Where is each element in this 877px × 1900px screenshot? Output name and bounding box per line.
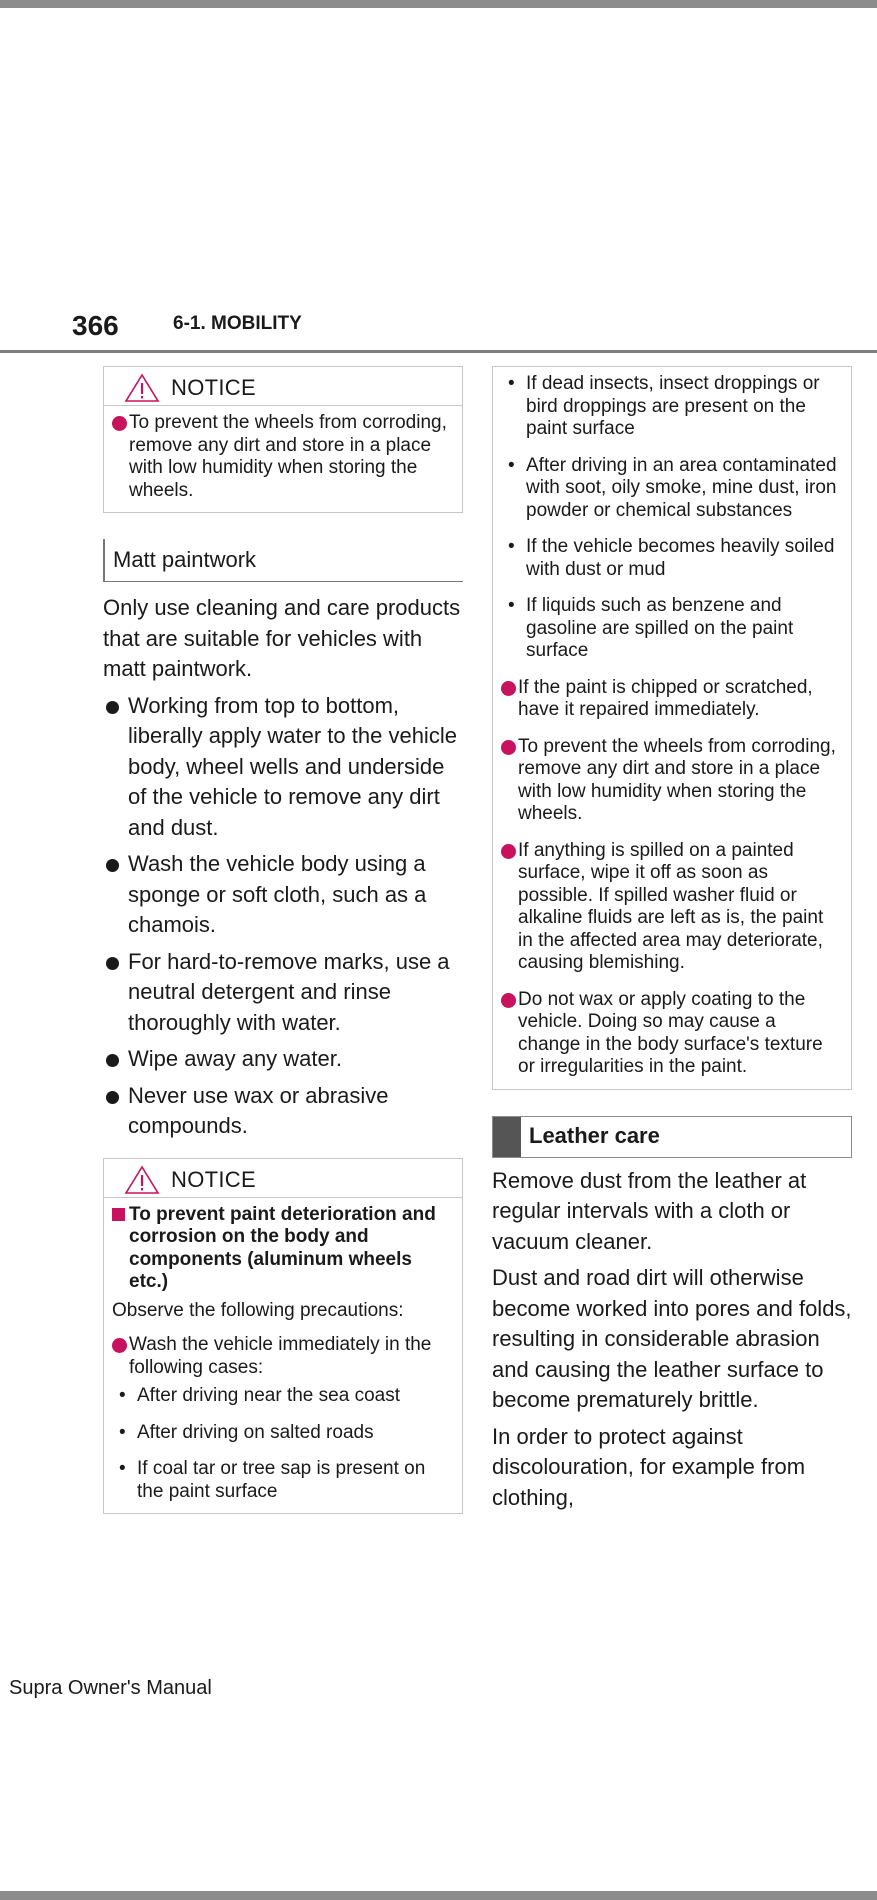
bottom-border (0, 1891, 877, 1900)
right-column (492, 366, 852, 1519)
notice-box-wheels (103, 366, 463, 513)
matt-bullet-text: For hard-to-remove marks, use a neutral detergent and rinse thoroughly with water. (128, 948, 450, 1035)
notice-subitem (501, 455, 843, 523)
left-column (103, 366, 463, 1514)
warning-triangle-icon (124, 1165, 160, 1195)
small-bullet: • (119, 1385, 126, 1406)
matt-bullet-text: Wipe away any water. (128, 1046, 342, 1071)
small-bullet: • (508, 536, 515, 557)
notice-item (501, 840, 843, 975)
notice-subitem (501, 536, 843, 581)
notice-subitem-text: If the vehicle becomes heavily soiled with dust or mud (526, 536, 835, 580)
notice-item-text: If anything is spilled on a painted surface, wipe it off as soon as possible. If spilled washer fluid or alkaline fluids are left as is, the paint in the affected area may deteriorate, causing blemishing. (518, 839, 824, 973)
matt-paintwork-section (103, 593, 463, 1142)
bullet-dot (501, 681, 516, 696)
notice-subitem (112, 1458, 454, 1503)
matt-bullet (103, 1044, 463, 1075)
notice-item-text: Wash the vehicle immediately in the following cases: (129, 1334, 432, 1378)
notice-subitem-text: After driving on salted roads (137, 1421, 374, 1443)
notice-header (104, 367, 462, 406)
bullet-dot (501, 740, 516, 755)
matt-bullet-text: Never use wax or abrasive compounds. (128, 1082, 389, 1138)
notice-subitem-text: If liquids such as benzene and gasoline are spilled on the paint surface (526, 595, 794, 661)
bullet-dot (106, 957, 119, 970)
notice-subitem (112, 1385, 454, 1408)
notice-title: NOTICE (171, 375, 256, 400)
notice-body (104, 1198, 462, 1514)
bullet-dot (106, 859, 119, 872)
small-bullet: • (508, 373, 515, 394)
page-header (0, 300, 877, 353)
square-bullet (112, 1208, 125, 1221)
notice-subitem-text: After driving in an area contaminated with soot, oily smoke, mine dust, iron powder or chemical substances (526, 454, 837, 521)
leather-paragraph: In order to protect against discolouration, for example from clothing, (492, 1423, 806, 1510)
leather-care-heading-text: Leather care (529, 1122, 660, 1148)
notice-item-text: Do not wax or apply coating to the vehicle. Doing so may cause a change in the body surface's texture or irregularities in the paint. (518, 988, 823, 1077)
notice-heading-text: To prevent paint deterioration and corrosion on the body and components (aluminum wheels etc.) (129, 1203, 436, 1292)
bullet-dot (112, 416, 127, 431)
notice-subitem (501, 595, 843, 663)
small-bullet: • (508, 454, 515, 476)
small-bullet: • (119, 1458, 126, 1479)
notice-item (501, 989, 843, 1079)
warning-triangle-icon (124, 373, 160, 403)
notice-intro: Observe the following precautions: (112, 1299, 404, 1321)
notice-box-paint (103, 1158, 463, 1515)
notice-subitem-text: If coal tar or tree sap is present on the paint surface (137, 1458, 426, 1502)
leather-care-section (492, 1166, 852, 1514)
matt-intro: Only use cleaning and care products that are suitable for vehicles with matt paintwork. (103, 595, 461, 681)
matt-bullet (103, 947, 463, 1039)
notice-item (112, 1334, 454, 1379)
notice-box-continued (492, 366, 852, 1090)
bullet-dot (106, 701, 119, 714)
notice-item (501, 677, 843, 722)
notice-item-text: If the paint is chipped or scratched, have it repaired immediately. (518, 676, 813, 720)
notice-title: NOTICE (171, 1166, 256, 1192)
notice-subitem (501, 373, 843, 441)
section-title: 6-1. MOBILITY (173, 313, 302, 334)
notice-body (493, 367, 851, 1089)
notice-heading (112, 1204, 454, 1294)
bullet-dot (106, 1054, 119, 1067)
notice-subitem-text: After driving near the sea coast (137, 1385, 400, 1406)
matt-bullet (103, 691, 463, 844)
bullet-dot (501, 844, 516, 859)
notice-item-text: To prevent the wheels from corroding, remove any dirt and store in a place with low humidity when storing the wheels. (518, 735, 836, 824)
bullet-dot (106, 1091, 119, 1104)
footer-manual-title: Supra Owner's Manual (9, 1677, 212, 1699)
bullet-dot (112, 1338, 127, 1353)
notice-item (112, 412, 454, 502)
top-border (0, 0, 877, 8)
matt-bullet (103, 849, 463, 941)
small-bullet: • (119, 1421, 126, 1443)
small-bullet: • (508, 595, 515, 616)
page-number: 366 (72, 310, 119, 341)
leather-paragraph: Remove dust from the leather at regular intervals with a cloth or vacuum cleaner. (492, 1167, 807, 1254)
matt-bullet-text: Working from top to bottom, liberally apply water to the vehicle body, wheel wells and underside of the vehicle to remove any dirt and dust. (128, 692, 457, 840)
notice-item-text: To prevent the wheels from corroding, remove any dirt and store in a place with low humidity when storing the wheels. (129, 412, 447, 501)
matt-paintwork-heading (103, 539, 463, 582)
heading-marker (493, 1117, 521, 1157)
notice-item (501, 736, 843, 826)
notice-header (104, 1159, 462, 1198)
bullet-dot (501, 993, 516, 1008)
notice-subitem-text: If dead insects, insect droppings or bird droppings are present on the paint surface (526, 373, 820, 439)
notice-body (104, 406, 462, 512)
leather-paragraph: Dust and road dirt will otherwise become worked into pores and folds, resulting in considerable abrasion and causing the leather surface to become prematurely brittle. (492, 1265, 852, 1412)
matt-bullet (103, 1081, 463, 1142)
notice-subitem (112, 1422, 454, 1445)
matt-bullet-text: Wash the vehicle body using a sponge or soft cloth, such as a chamois. (128, 851, 427, 937)
leather-care-heading (492, 1116, 852, 1158)
matt-paintwork-heading-text: Matt paintwork (113, 547, 257, 572)
